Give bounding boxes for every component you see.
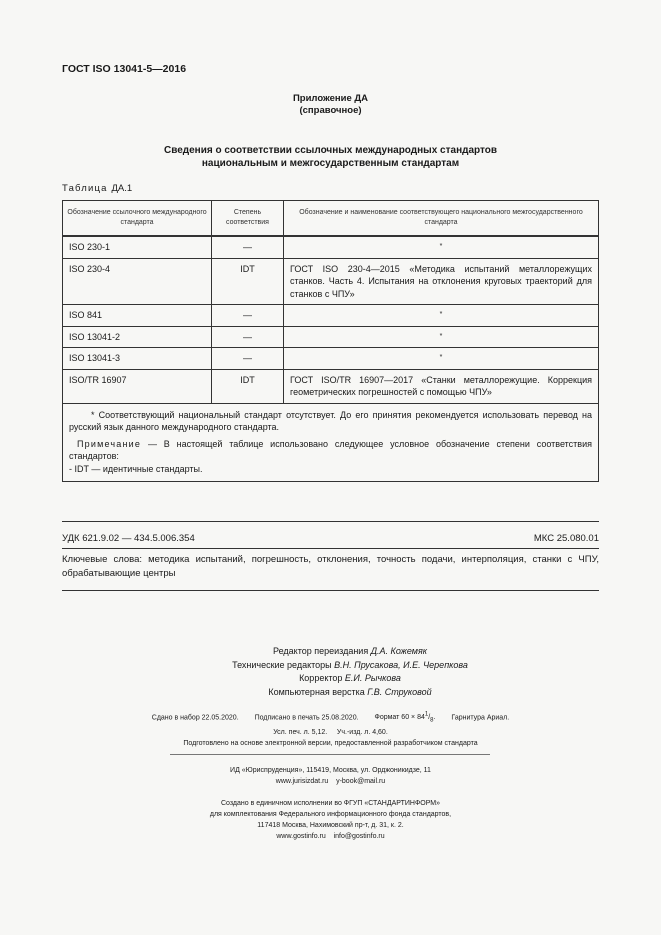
editor-role: Технические редакторы <box>232 659 332 670</box>
print-signed-date: Подписано в печать 25.08.2020. <box>254 714 359 722</box>
publisher-email-link[interactable]: y-book@mail.ru <box>336 778 386 785</box>
cell-ref: ISO 13041-2 <box>63 326 212 348</box>
cell-degree: IDT <box>212 369 284 403</box>
table-row <box>63 326 599 348</box>
producer-site-link[interactable]: www.gostinfo.ru <box>276 833 326 840</box>
header-ref: Обозначение ссылочного международного стандарта <box>63 201 212 237</box>
editor-name: Д.А. Кожемяк <box>370 646 427 656</box>
appendix-title: Приложение ДА <box>292 93 369 104</box>
editor-name: Е.И. Рычкова <box>344 673 401 683</box>
editor-line <box>150 686 550 700</box>
note-label: Примечание <box>77 438 142 449</box>
header-degree: Степень соответствия <box>212 201 284 237</box>
cell-national: * <box>284 348 599 370</box>
print-info-line2 <box>0 727 661 738</box>
publisher-site-link[interactable]: www.jurisizdat.ru <box>275 778 329 785</box>
appendix-heading <box>0 93 661 117</box>
publisher-contacts <box>0 776 661 787</box>
keywords: Ключевые слова: методика испытаний, погрешность, отклонения, точность подачи, интерполяция, станки с ЧПУ, обрабатывающие центры <box>62 554 599 579</box>
note-text: — В настоящей таблице использовано следующее условное обозначение степени соответствия стандартов: <box>69 438 592 461</box>
producer-line2: для комплектования Федерального информационного фонда стандартов, <box>209 811 452 818</box>
editor-role: Корректор <box>299 673 343 683</box>
editor-line <box>150 672 550 686</box>
producer-line1: Создано в единичном исполнении во ФГУП «СТАНДАРТИНФОРМ» <box>220 800 441 807</box>
divider-middle <box>62 548 599 549</box>
print-font: Гарнитура Ариал. <box>451 714 510 722</box>
cell-ref: ISO/TR 16907 <box>63 369 212 403</box>
print-format: Формат $60 \times 84^1/_8$. <box>374 712 436 724</box>
correspondence-table <box>62 200 599 482</box>
cell-ref: ISO 13041-3 <box>63 348 212 370</box>
cell-national: * <box>284 305 599 327</box>
print-info-line1 <box>0 710 661 727</box>
cell-national: * <box>284 236 599 258</box>
cell-ref: ISO 841 <box>63 305 212 327</box>
table-caption-number: ДА.1 <box>111 183 133 194</box>
table-row <box>63 305 599 327</box>
cell-degree: — <box>212 236 284 258</box>
table-notes-row <box>63 403 599 482</box>
table-note <box>69 438 592 463</box>
table-footnote: * Соответствующий национальный стандарт отсутствует. До его принятия рекомендуется использовать перевод на русский язык данного международного стандарта. <box>69 409 592 432</box>
producer-contacts <box>0 831 661 842</box>
divider-print <box>170 754 490 755</box>
header-national: Обозначение и наименование соответствующего национального межгосударственного стандарта <box>284 201 599 237</box>
editor-role: Компьютерная верстка <box>268 686 365 697</box>
cell-degree: IDT <box>212 258 284 305</box>
print-info <box>0 710 661 738</box>
editor-line <box>150 659 550 673</box>
note-item: - IDT — идентичные стандарты. <box>69 463 203 474</box>
section-title-line1: Сведения о соответствии ссылочных международных стандартов <box>163 145 498 156</box>
cell-national: ГОСТ ISO/TR 16907—2017 «Станки металлорежущие. Коррекция геометрических погрешностей с помощью ЧПУ» <box>284 369 599 403</box>
editors-block <box>150 645 550 699</box>
publisher-address: ИД «Юриспруденция», 115419, Москва, ул. Орджоникидзе, 11 <box>230 767 431 774</box>
producer-line3: 117418 Москва, Нахимовский пр-т, д. 31, к. 2. <box>257 822 404 829</box>
cell-degree: — <box>212 348 284 370</box>
print-set-date: Сдано в набор 22.05.2020. <box>151 714 239 722</box>
divider-bottom <box>62 590 599 591</box>
table-header-row <box>63 201 599 237</box>
table-row <box>63 348 599 370</box>
cell-degree: — <box>212 326 284 348</box>
cell-national: ГОСТ ISO 230-4—2015 «Методика испытаний металлорежущих станков. Часть 4. Испытания на отклонения круговых траекторий для станков с ЧПУ» <box>284 258 599 305</box>
section-title-line2: национальным и межгосударственным стандартам <box>201 158 460 169</box>
table-row <box>63 369 599 403</box>
print-sheets: Усл. печ. л. 5,12. <box>273 728 328 736</box>
producer-info <box>0 798 661 842</box>
table-row <box>63 236 599 258</box>
cell-ref: ISO 230-4 <box>63 258 212 305</box>
udc-code: УДК 621.9.02 — 434.5.006.354 <box>62 533 195 544</box>
divider-top <box>62 521 599 522</box>
table-caption <box>62 183 132 194</box>
mks-code: МКС 25.080.01 <box>533 533 599 544</box>
table-row <box>63 258 599 305</box>
document-code: ГОСТ ISO 13041-5—2016 <box>62 63 187 75</box>
appendix-subtitle: (справочное) <box>299 105 362 116</box>
cell-degree: — <box>212 305 284 327</box>
section-title <box>0 144 661 170</box>
table-notes <box>63 403 599 482</box>
editor-name: Г.В. Струковой <box>367 686 432 697</box>
editor-line <box>150 645 550 659</box>
print-edit-sheets: Уч.-изд. л. 4,60. <box>336 728 388 736</box>
cell-ref: ISO 230-1 <box>63 236 212 258</box>
editor-role: Редактор переиздания <box>272 646 369 656</box>
table-caption-label: Таблица <box>62 183 108 194</box>
publisher-info <box>0 765 661 787</box>
producer-email-link[interactable]: info@gostinfo.ru <box>333 833 385 840</box>
editor-name: В.Н. Прусакова, И.Е. Черепкова <box>334 659 468 670</box>
cell-national: * <box>284 326 599 348</box>
prepared-note: Подготовлено на основе электронной версии, предоставленной разработчиком стандарта <box>183 740 478 747</box>
